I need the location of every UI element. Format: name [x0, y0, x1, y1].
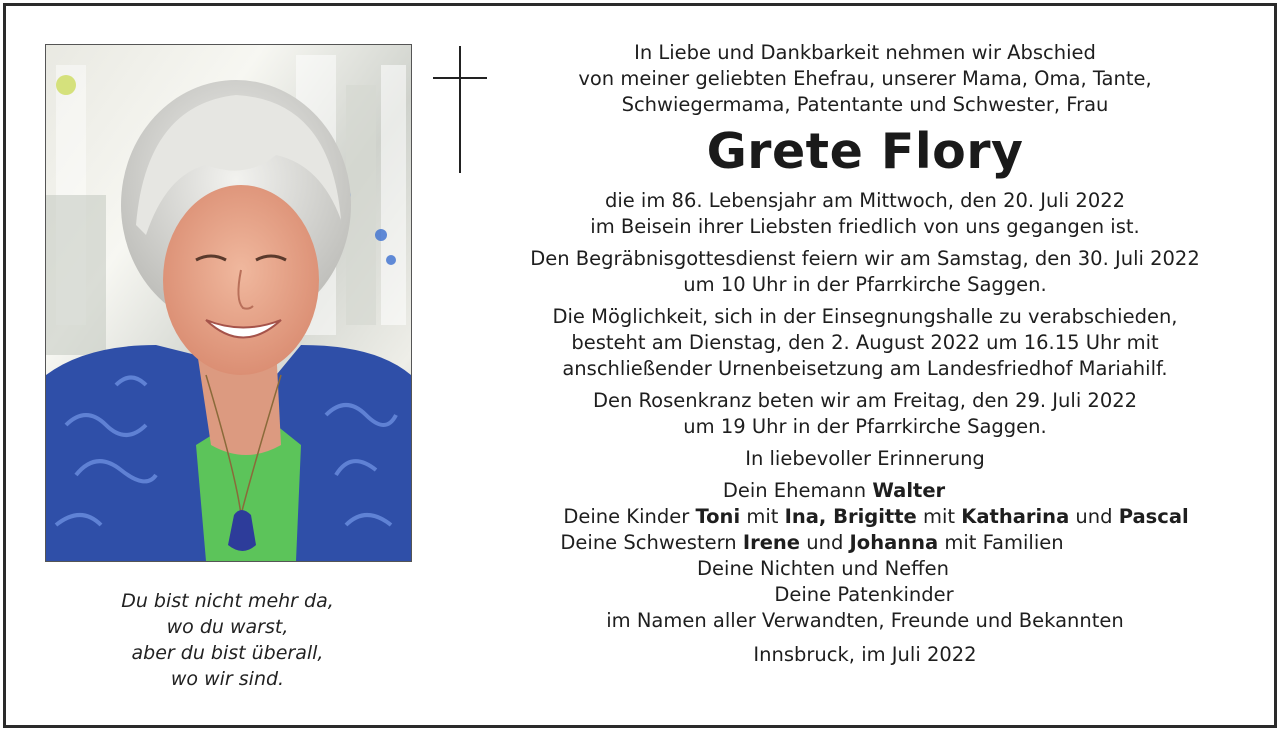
- family-connector: und: [1069, 505, 1119, 528]
- deceased-name: Grete Flory: [706, 123, 1024, 180]
- place-date: Innsbruck, im Juli 2022: [753, 643, 977, 666]
- family-husband: [500, 478, 1230, 504]
- farewell-line: Die Möglichkeit, sich in der Einsegnungshalle zu verabschieden,: [552, 305, 1178, 328]
- family-label: Deine Kinder: [563, 505, 696, 528]
- family-connector: mit: [740, 505, 785, 528]
- farewell-line: besteht am Dienstag, den 2. August 2022 um 16.15 Uhr mit: [571, 331, 1159, 354]
- cross-icon: [459, 46, 461, 173]
- portrait-illustration: [46, 45, 411, 561]
- family-member-name: Katharina: [961, 505, 1070, 528]
- family-godchildren: Deine Patenkinder: [774, 583, 954, 606]
- intro-line: In Liebe und Dankbarkeit nehmen wir Abschied: [634, 41, 1096, 64]
- family-member-name: Toni: [695, 505, 741, 528]
- family-block: [500, 478, 1230, 634]
- intro-line: von meiner geliebten Ehefrau, unserer Mama, Oma, Tante,: [578, 67, 1152, 90]
- farewell-line: anschließender Urnenbeisetzung am Landesfriedhof Mariahilf.: [562, 357, 1168, 380]
- family-children: [500, 504, 1230, 530]
- poem-line: wo du warst,: [166, 616, 289, 638]
- poem: [45, 588, 410, 692]
- farewell-block: [500, 304, 1230, 382]
- rosary-line: Den Rosenkranz beten wir am Freitag, den 29. Juli 2022: [592, 389, 1138, 412]
- family-label: Dein Ehemann: [722, 479, 873, 502]
- funeral-line: Den Begräbnisgottesdienst feiern wir am Samstag, den 30. Juli 2022: [530, 247, 1200, 270]
- funeral-block: [500, 246, 1230, 298]
- funeral-line: um 10 Uhr in der Pfarrkirche Saggen.: [683, 273, 1047, 296]
- death-line: im Beisein ihrer Liebsten friedlich von uns gegangen ist.: [590, 215, 1140, 238]
- death-block: [500, 188, 1230, 240]
- family-relatives: im Namen aller Verwandten, Freunde und Bekannten: [606, 609, 1124, 632]
- cross-icon-bar: [433, 77, 487, 79]
- poem-line: wo wir sind.: [170, 668, 285, 690]
- family-nieces: Deine Nichten und Neffen: [697, 557, 949, 580]
- portrait-photo: [45, 44, 412, 562]
- death-line: die im 86. Lebensjahr am Mittwoch, den 20. Juli 2022: [604, 189, 1126, 212]
- family-label: Deine Schwestern: [560, 531, 743, 554]
- family-member-name: Johanna: [849, 531, 939, 554]
- rosary-line: um 19 Uhr in der Pfarrkirche Saggen.: [683, 415, 1047, 438]
- intro-block: [500, 40, 1230, 118]
- family-sisters: [500, 530, 1230, 556]
- family-member-name: Ina, Brigitte: [784, 505, 917, 528]
- memory-line: In liebevoller Erinnerung: [745, 447, 985, 470]
- announcement-text: [500, 40, 1230, 668]
- family-member-name: Walter: [872, 479, 946, 502]
- family-connector: mit: [916, 505, 962, 528]
- family-member-name: Pascal: [1118, 505, 1189, 528]
- intro-line: Schwiegermama, Patentante und Schwester, Frau: [621, 93, 1109, 116]
- poem-line: aber du bist überall,: [131, 642, 324, 664]
- family-connector: und: [800, 531, 850, 554]
- family-member-name: Irene: [742, 531, 801, 554]
- rosary-block: [500, 388, 1230, 440]
- poem-line: Du bist nicht mehr da,: [121, 590, 334, 612]
- family-connector: mit Familien: [938, 531, 1064, 554]
